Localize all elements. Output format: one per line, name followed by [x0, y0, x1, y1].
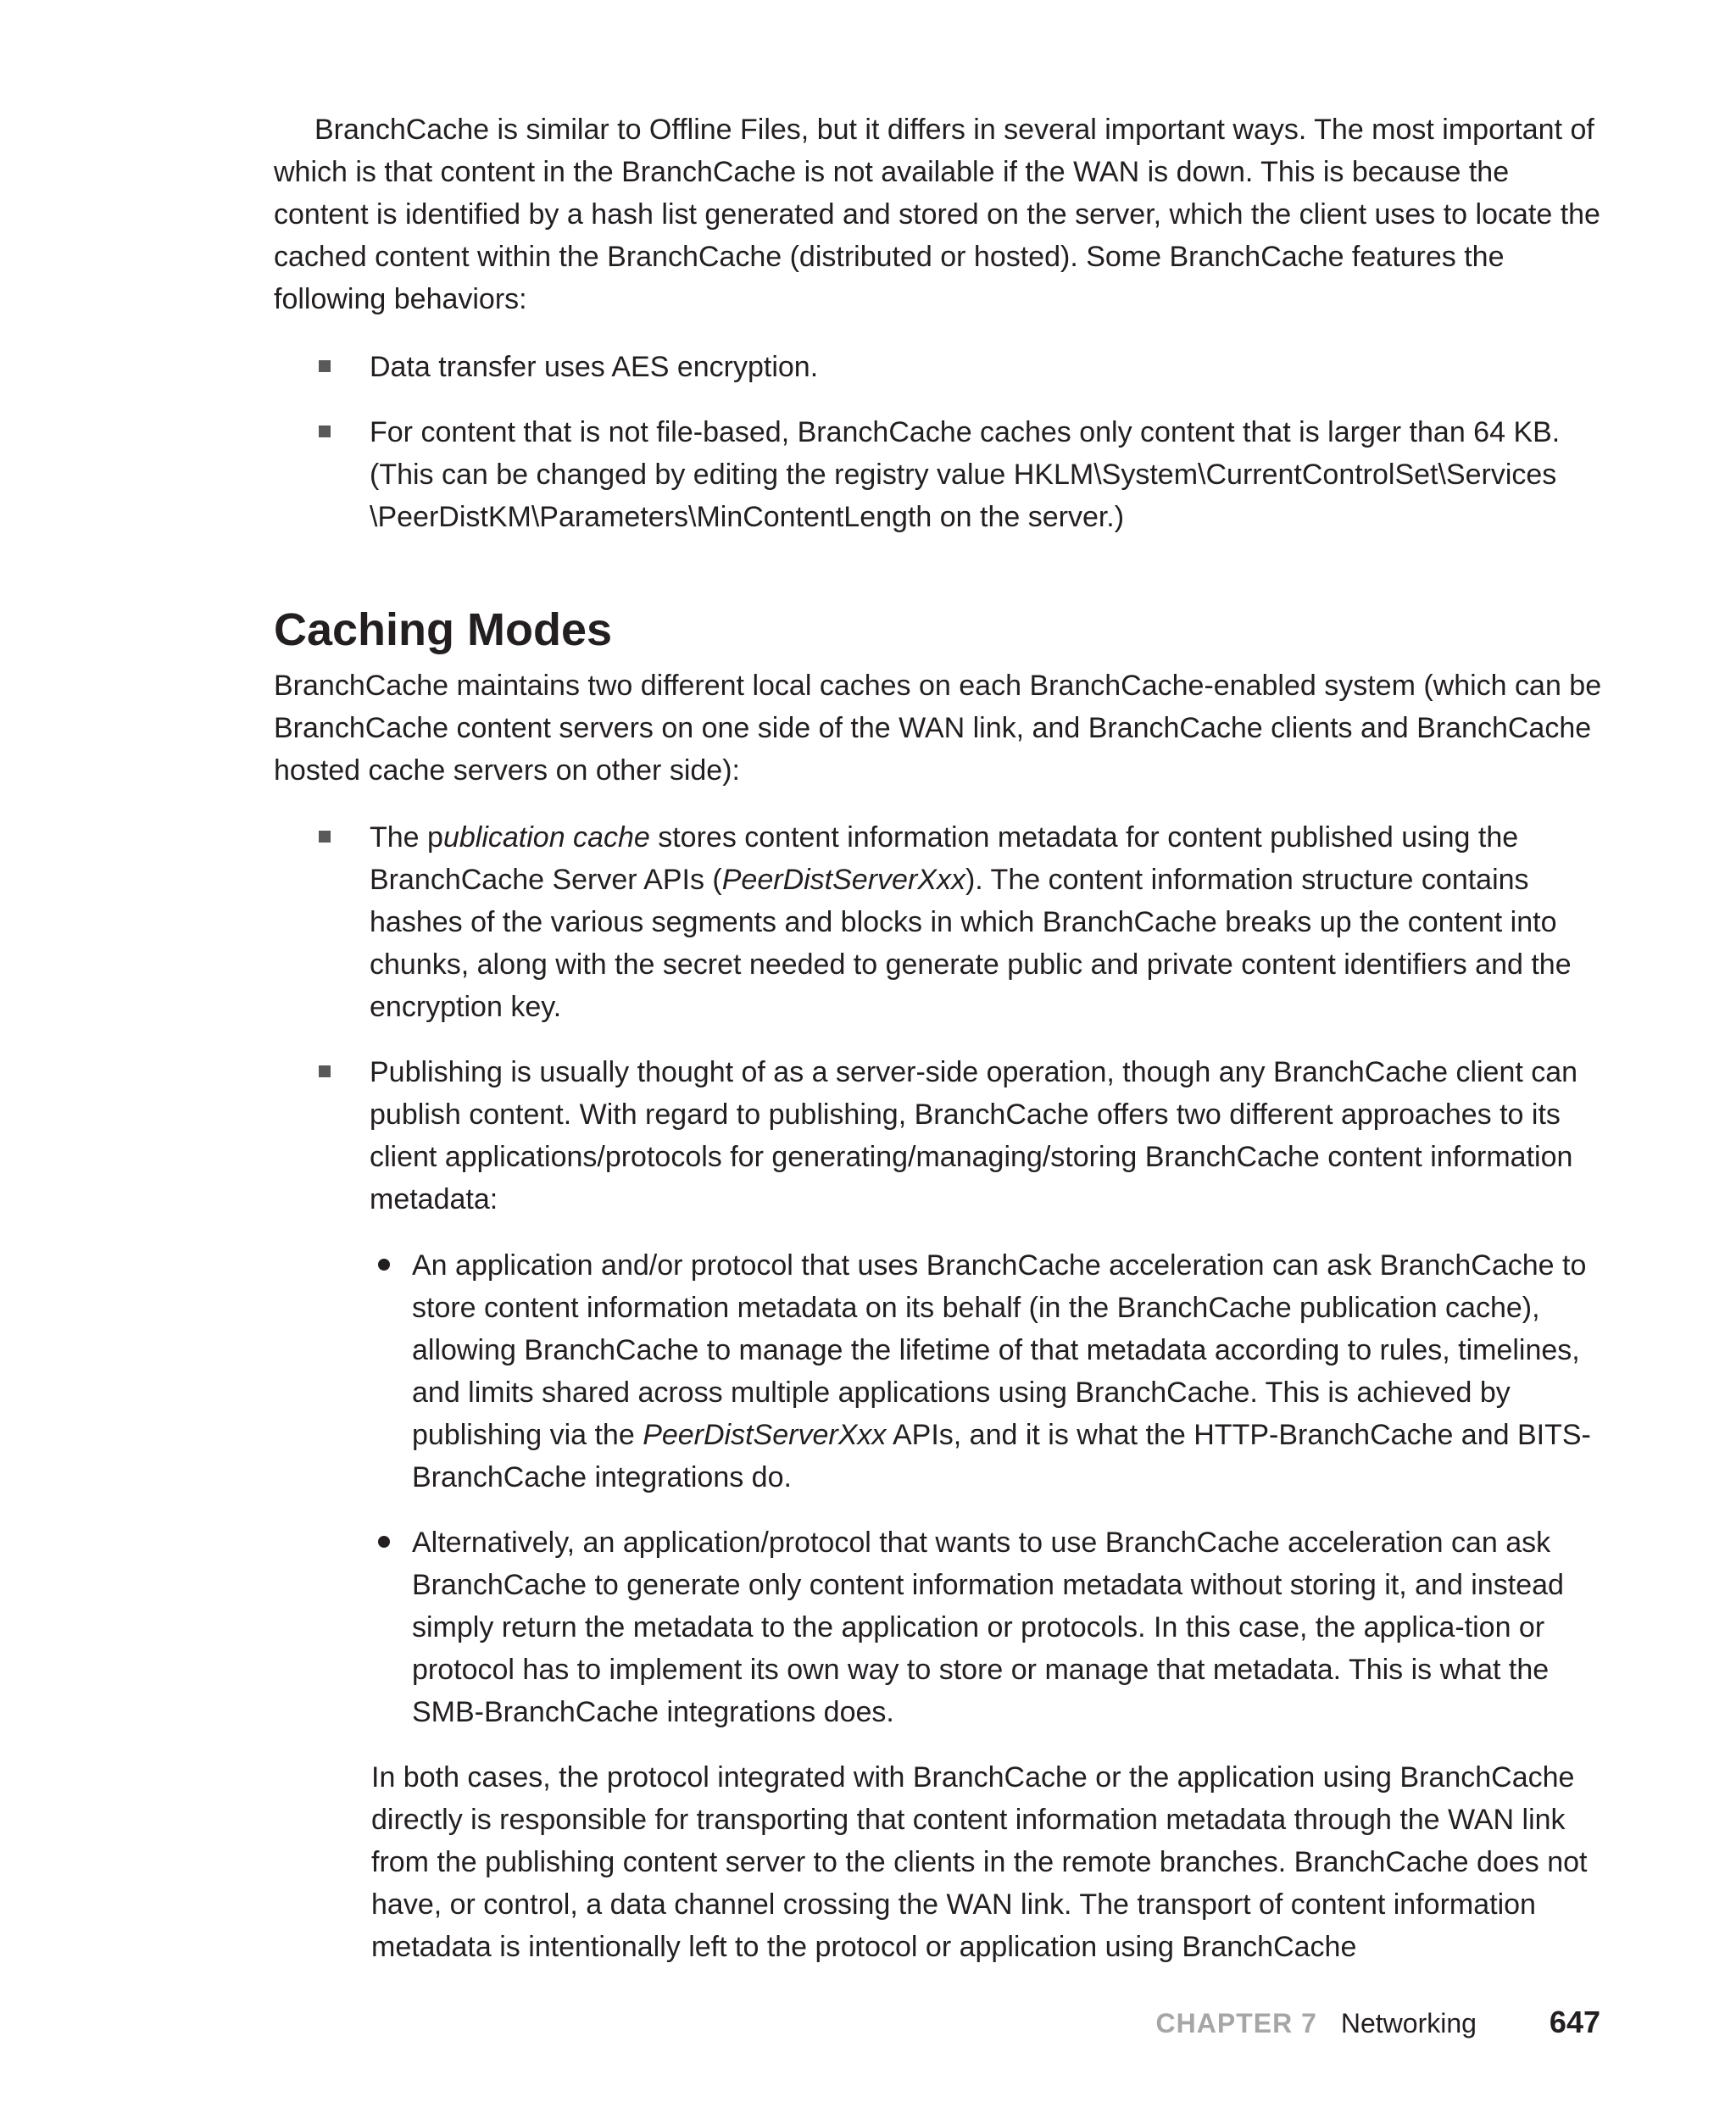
square-bullet-icon — [319, 1065, 331, 1077]
sub-bullet-generate: Alternatively, an application/protocol that wants to use BranchCache acceleration can ask BranchCache to generate only content information metadata without storing it, and instead simply return the metadata to the application or protocols. In this case, the applica-tion or protocol has to implement its own way to store or manage that metadata. This is what the SMB-BranchCache integrations does. — [412, 1527, 1564, 1728]
square-bullet-icon — [319, 360, 331, 372]
footer-section: Networking — [1340, 2008, 1477, 2038]
round-bullet-icon — [378, 1259, 390, 1271]
intro-bullet-1: Data transfer uses AES encryption. — [370, 351, 819, 383]
page-footer — [1156, 2005, 1601, 2040]
api-name: PeerDistServerXxx — [721, 864, 965, 896]
publication-cache-term: ublication cache — [442, 821, 650, 854]
page-number: 647 — [1549, 2005, 1600, 2039]
section-heading: Caching Modes — [274, 604, 613, 655]
square-bullet-icon — [319, 425, 331, 437]
round-bullet-icon — [378, 1536, 390, 1548]
square-bullet-icon — [319, 831, 331, 843]
bullet-text: ). The content information structure contains hashes of the various segments and blocks in which BranchCache breaks up the content into chunks, along with the secret needed to generate public and private content identifiers and the encryption key. — [370, 864, 1572, 1023]
closing-paragraph: In both cases, the protocol integrated with BranchCache or the application using BranchCache directly is responsible for transporting that content information metadata through the WAN link from the publishing content server to the clients in the remote branches. BranchCache does not have, or control, a data channel crossing the WAN link. The transport of content information metadata is intentionally left to the protocol or application using BranchCache — [371, 1761, 1588, 1963]
section-bullet-publishing: Publishing is usually thought of as a server-side operation, though any BranchCache client can publish content. With regard to publishing, BranchCache offers two different approaches to its client applications/protocols for generating/managing/storing BranchCache content information metadata: — [370, 1056, 1578, 1215]
section-bullet-publication-cache — [370, 816, 1607, 1028]
bullet-text: stores content information metadata for content published using the BranchCache Server APIs ( — [370, 821, 1519, 896]
section-paragraph: BranchCache maintains two different local caches on each BranchCache-enabled system (which can be BranchCache content servers on one side of the WAN link, and BranchCache clients and BranchCache hosted cache servers on other side): — [274, 670, 1602, 787]
sub-bullet-text: APIs, and it is what the HTTP-BranchCache and BITS-BranchCache integrations do. — [412, 1419, 1591, 1493]
footer-chapter: CHAPTER 7 — [1155, 2008, 1317, 2038]
api-name: PeerDistServerXxx — [643, 1419, 887, 1451]
sub-bullet-store — [412, 1244, 1607, 1499]
intro-paragraph: BranchCache is similar to Offline Files, but it differs in several important ways. The most important of which is that content in the BranchCache is not available if the WAN is down. This is because the content is identified by a hash list generated and stored on the server, which the client uses to locate the cached content within the BranchCache (distributed or hosted). Some BranchCache features the following behaviors: — [274, 114, 1600, 315]
sub-bullet-text: An application and/or protocol that uses BranchCache acceleration can ask BranchCache to store content information metadata on its behalf (in the BranchCache publication cache), allowing BranchCache to manage the lifetime of that metadata according to rules, timelines, and limits shared across multiple applications using BranchCache. This is achieved by publishing via the — [412, 1249, 1587, 1451]
intro-bullet-2: For content that is not file-based, BranchCache caches only content that is larger than 64 KB. (This can be changed by editing the registry value HKLM\System\CurrentControlSet\Services \PeerDistKM\Parameters\MinContentLength on the server.) — [370, 416, 1561, 533]
bullet-text: The p — [370, 821, 443, 854]
